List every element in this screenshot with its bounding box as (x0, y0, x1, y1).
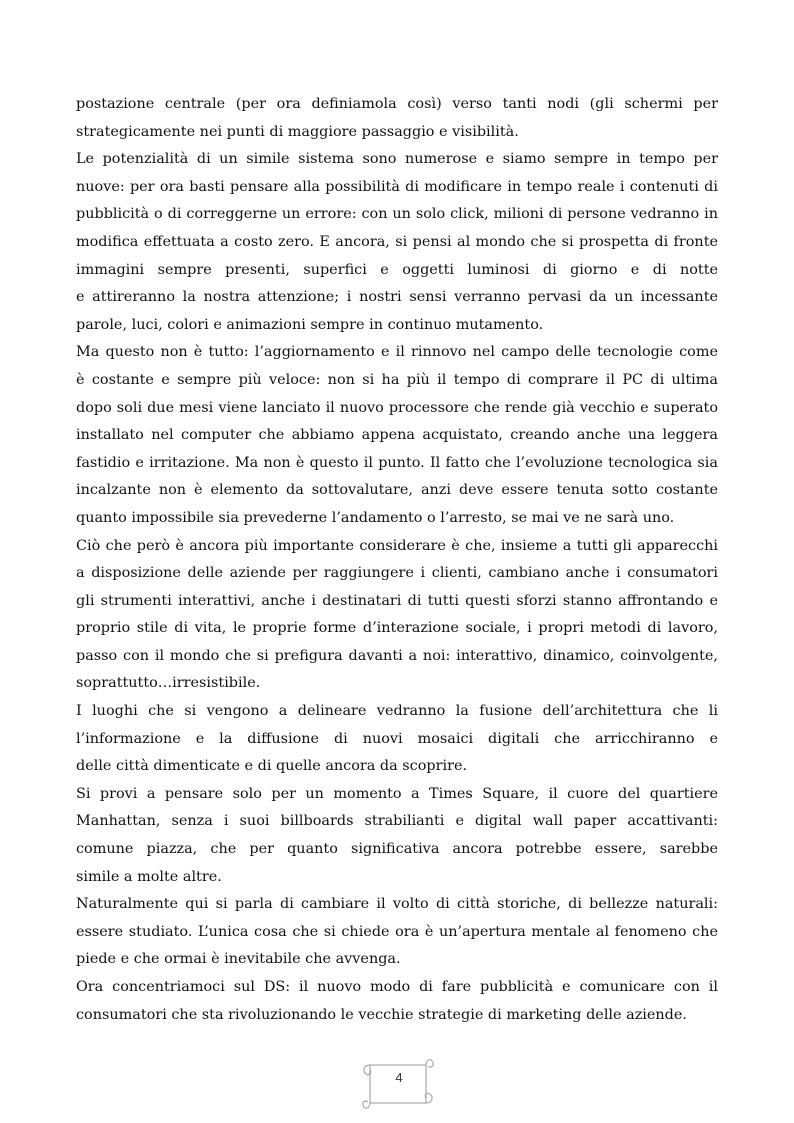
text-line: immagini sempre presenti, superfici e oggetti luminosi di giorno e di notte (76, 261, 718, 278)
text-line: consumatori che sta rivoluzionando le vecchie strategie di marketing delle aziende. (76, 1006, 687, 1023)
text-line: incalzante non è elemento da sottovalutare, anzi deve essere tenuta sotto costante (76, 482, 718, 499)
text-line: passo con il mondo che si prefigura davanti a noi: interattivo, dinamico, coinvolgente, (76, 647, 718, 664)
text-line: essere studiato. L’unica cosa che si chiede ora è un’apertura mentale al fenomeno che (76, 923, 718, 940)
text-line: dopo soli due mesi viene lanciato il nuovo processore che rende già vecchio e superato (76, 399, 718, 416)
text-line: nuove: per ora basti pensare alla possibilità di modificare in tempo reale i contenuti di (76, 178, 718, 195)
text-line: simile a molte altre. (76, 868, 222, 885)
text-line: modifica effettuata a costo zero. E ancora, si pensi al mondo che si prospetta di fronte (76, 233, 718, 250)
text-line: I luoghi che si vengono a delineare vedranno la fusione dell’architettura che li (76, 703, 718, 720)
text-line: fastidio e irritazione. Ma non è questo il punto. Il fatto che l’evoluzione tecnologica sia (76, 454, 718, 471)
document-body (76, 91, 718, 1029)
text-line: Le potenzialità di un simile sistema sono numerose e siamo sempre in tempo per (76, 151, 718, 168)
text-line: Ora concentriamoci sul DS: il nuovo modo di fare pubblicità e comunicare con il (76, 979, 718, 995)
text-line: Manhattan, senza i suoi billboards strabilianti e digital wall paper accattivanti: (76, 813, 718, 830)
text-line: strategicamente nei punti di maggiore passaggio e visibilità. (76, 123, 519, 140)
text-line: comune piazza, che per quanto significativa ancora potrebbe essere, sarebbe (76, 841, 718, 858)
page-number-scroll (360, 1055, 436, 1113)
text-line: delle città dimenticate e di quelle ancora da scoprire. (76, 758, 468, 775)
text-line: soprattutto…irresistibile. (76, 675, 261, 692)
text-line: gli strumenti interattivi, anche i destinatari di tutti questi sforzi stanno affrontando e (76, 592, 718, 609)
text-line: proprio stile di vita, le proprie forme d’interazione sociale, i propri metodi di lavoro, (76, 620, 718, 637)
text-line: Ma questo non è tutto: l’aggiornamento e il rinnovo nel campo delle tecnologie come (76, 344, 718, 361)
text-line: Ciò che però è ancora più importante considerare è che, insieme a tutti gli apparecchi (76, 537, 718, 554)
text-line: Si provi a pensare solo per un momento a Times Square, il cuore del quartiere (76, 785, 718, 802)
text-line: a disposizione delle aziende per raggiungere i clienti, cambiano anche i consumatori (76, 565, 718, 582)
text-line: piede e che ormai è inevitabile che avvenga. (76, 951, 401, 968)
text-line: Naturalmente qui si parla di cambiare il volto di città storiche, di bellezze naturali: (76, 896, 718, 913)
text-line: quanto impossibile sia prevederne l’andamento o l’arresto, se mai ve ne sarà uno. (76, 509, 675, 526)
text-line: l’informazione e la diffusione di nuovi mosaici digitali che arricchiranno e (76, 730, 718, 747)
text-line: installato nel computer che abbiamo appena acquistato, creando anche una leggera (76, 427, 718, 444)
text-line: è costante e sempre più veloce: non si ha più il tempo di comprare il PC di ultima (76, 371, 718, 388)
text-line: parole, luci, colori e animazioni sempre in continuo mutamento. (76, 316, 544, 333)
text-line: pubblicità o di correggerne un errore: con un solo click, milioni di persone vedranno in (76, 206, 718, 223)
text-line: e attireranno la nostra attenzione; i nostri sensi verranno pervasi da un incessante (76, 289, 718, 306)
page-number: 4 (395, 1070, 403, 1085)
text-line: postazione centrale (per ora definiamola così) verso tanti nodi (gli schermi per (76, 96, 718, 112)
